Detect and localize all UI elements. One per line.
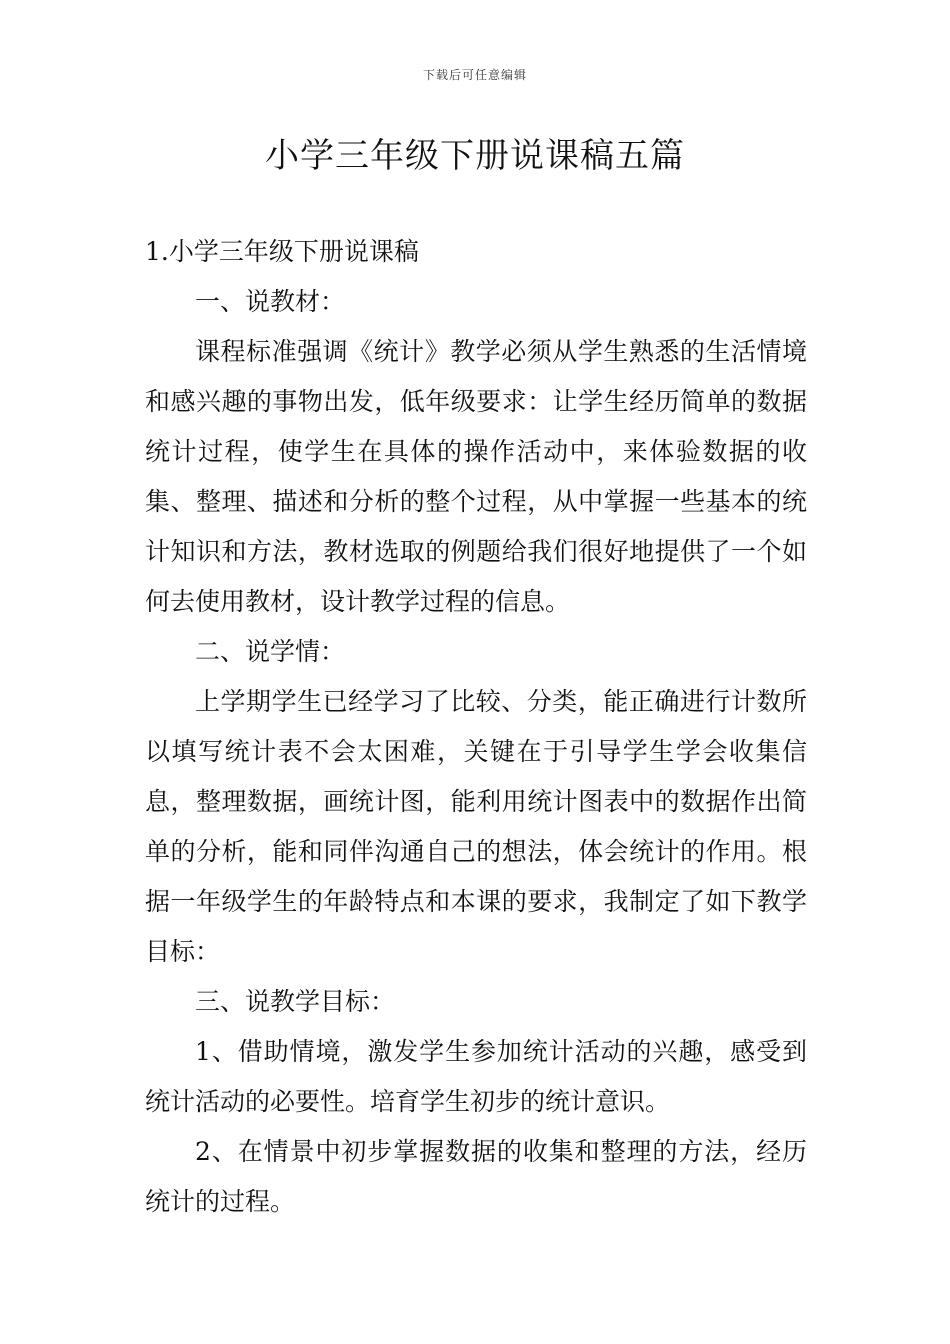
subsection-heading: 一、说教材： xyxy=(195,287,346,316)
list-item: 2、在情景中初步掌握数据的收集和整理的方法，经历统计的过程。 xyxy=(145,1137,807,1216)
body-paragraph: 课程标准强调《统计》教学必须从学生熟悉的生活情境和感兴趣的事物出发，低年级要求：让学生经历简单的数据统计过程，使学生在具体的操作活动中，来体验数据的收集、整理、描述和分析的整个过程，从中掌握一些基本的统计知识和方法，教材选取的例题给我们很好地提供了一个如何去使用教材，设计教学过程的信息。 xyxy=(145,337,807,616)
subsection-heading: 二、说学情： xyxy=(195,637,346,666)
subsection-heading: 三、说教学目标： xyxy=(195,987,396,1016)
section-heading: 1.小学三年级下册说课稿 xyxy=(145,237,419,266)
body-paragraph: 上学期学生已经学习了比较、分类，能正确进行计数所以填写统计表不会太困难，关键在于引导学生学会收集信息，整理数据，画统计图，能利用统计图表中的数据作出简单的分析，能和同伴沟通自己的想法，体会统计的作用。根据一年级学生的年龄特点和本课的要求，我制定了如下教学目标： xyxy=(145,687,807,966)
header-note: 下载后可任意编辑 xyxy=(422,68,527,82)
document-body xyxy=(145,227,807,1227)
document-title: 小学三年级下册说课稿五篇 xyxy=(265,136,685,176)
list-item: 1、借助情境，激发学生参加统计活动的兴趣，感受到统计活动的必要性。培育学生初步的统计意识。 xyxy=(145,1037,807,1116)
